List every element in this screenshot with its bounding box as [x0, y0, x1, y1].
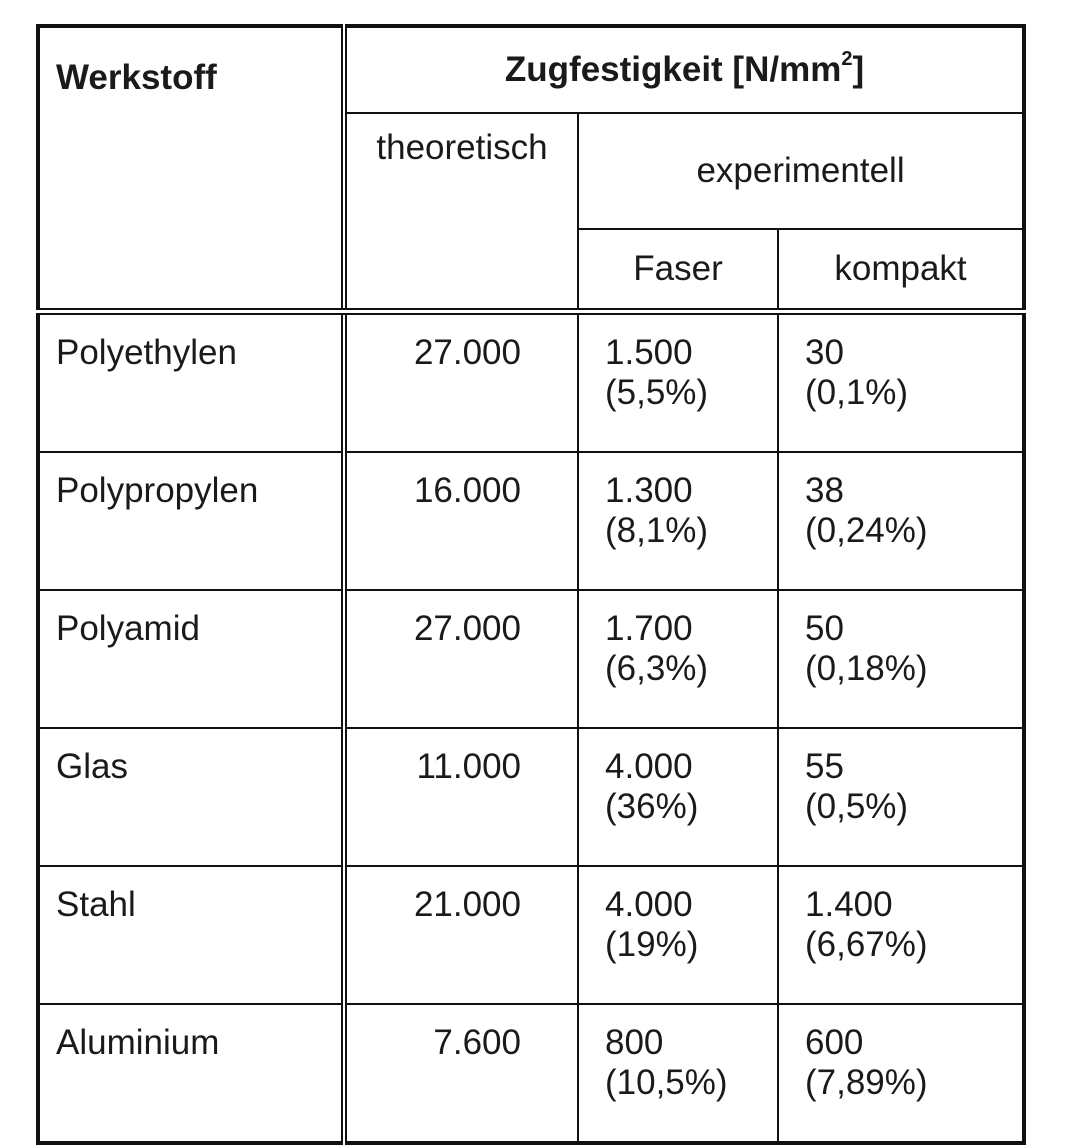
theoretisch-cell: 11.000	[344, 728, 578, 866]
header-zugfestigkeit-close: ]	[852, 50, 865, 89]
material-cell: Aluminium	[38, 1004, 344, 1143]
table-row	[38, 1004, 1024, 1143]
faser-percent: (8,1%)	[605, 511, 709, 550]
kompakt-percent: (7,89%)	[805, 1063, 928, 1102]
faser-cell	[578, 728, 778, 866]
material-cell: Polypropylen	[38, 452, 344, 590]
faser-value: 4.000	[605, 747, 693, 786]
kompakt-value: 1.400	[805, 885, 893, 924]
header-theoretisch	[344, 113, 578, 312]
kompakt-value: 600	[805, 1023, 864, 1062]
kompakt-cell	[778, 866, 1024, 1004]
header-zugfestigkeit	[344, 26, 1024, 113]
faser-value: 1.700	[605, 609, 693, 648]
faser-cell	[578, 590, 778, 728]
kompakt-percent: (0,5%)	[805, 787, 909, 826]
kompakt-cell	[778, 590, 1024, 728]
theoretisch-cell: 21.000	[344, 866, 578, 1004]
kompakt-cell	[778, 728, 1024, 866]
faser-cell	[578, 312, 778, 453]
faser-cell	[578, 452, 778, 590]
header-werkstoff	[38, 26, 344, 312]
faser-percent: (36%)	[605, 787, 699, 826]
faser-cell	[578, 866, 778, 1004]
table-row	[38, 590, 1024, 728]
header-zugfestigkeit-exponent: 2	[841, 48, 853, 70]
header-kompakt	[778, 229, 1024, 312]
kompakt-percent: (0,1%)	[805, 373, 909, 412]
kompakt-percent: (0,24%)	[805, 511, 928, 550]
header-zugfestigkeit-label: Zugfestigkeit [N/mm	[504, 50, 842, 89]
faser-percent: (5,5%)	[605, 373, 709, 412]
faser-value: 1.500	[605, 333, 693, 372]
material-cell: Stahl	[38, 866, 344, 1004]
faser-percent: (6,3%)	[605, 649, 709, 688]
faser-cell	[578, 1004, 778, 1143]
kompakt-cell	[778, 1004, 1024, 1143]
table-row	[38, 866, 1024, 1004]
kompakt-percent: (6,67%)	[805, 925, 928, 964]
theoretisch-cell: 16.000	[344, 452, 578, 590]
table-row	[38, 728, 1024, 866]
table-row	[38, 312, 1024, 453]
header-experimentell	[578, 113, 1024, 229]
header-faser-label: Faser	[633, 249, 723, 288]
header-faser	[578, 229, 778, 312]
theoretisch-cell: 7.600	[344, 1004, 578, 1143]
faser-value: 4.000	[605, 885, 693, 924]
kompakt-cell	[778, 312, 1024, 453]
material-cell: Glas	[38, 728, 344, 866]
header-kompakt-label: kompakt	[834, 249, 967, 288]
theoretisch-cell: 27.000	[344, 590, 578, 728]
kompakt-value: 30	[805, 333, 844, 372]
faser-percent: (10,5%)	[605, 1063, 728, 1102]
tensile-strength-table	[36, 24, 1026, 1145]
faser-value: 800	[605, 1023, 664, 1062]
material-cell: Polyethylen	[38, 312, 344, 453]
material-cell: Polyamid	[38, 590, 344, 728]
kompakt-cell	[778, 452, 1024, 590]
faser-value: 1.300	[605, 471, 693, 510]
kompakt-value: 50	[805, 609, 844, 648]
header-experimentell-label: experimentell	[696, 151, 905, 190]
theoretisch-cell: 27.000	[344, 312, 578, 453]
faser-percent: (19%)	[605, 925, 699, 964]
kompakt-value: 55	[805, 747, 844, 786]
table-row	[38, 452, 1024, 590]
kompakt-percent: (0,18%)	[805, 649, 928, 688]
header-theoretisch-label: theoretisch	[376, 128, 548, 167]
kompakt-value: 38	[805, 471, 844, 510]
header-werkstoff-label: Werkstoff	[56, 58, 217, 97]
